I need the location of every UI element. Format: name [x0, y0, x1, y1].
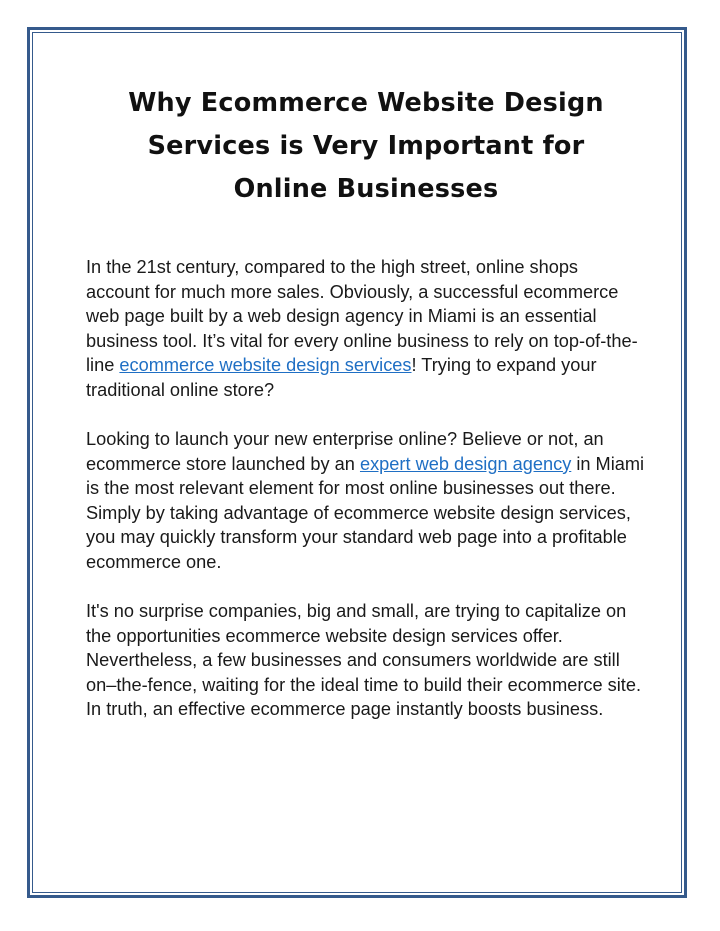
title-line-1: Why Ecommerce Website Design: [128, 88, 604, 118]
paragraph-2-text-start: Looking to launch your new enterprise online? Believe or not, an ecommerce store launched by an: [86, 429, 604, 474]
paragraph-1-text-end: ! Trying to expand your traditional online store?: [86, 355, 597, 400]
paragraph-1: [86, 255, 646, 402]
paragraph-1-text-start: In the 21st century, compared to the high street, online shops account for much more sales. Obviously, a successful ecommerce web page built by a web design agency in Miami is an essential business tool. It’s vital for every online business to rely on top-of-the-line: [86, 257, 638, 375]
paragraph-3: It's no surprise companies, big and small, are trying to capitalize on the opportunities ecommerce website design services offer. Nevertheless, a few businesses and consumers worldwide are still on–the-fence, waiting for the ideal time to build their ecommerce site. In truth, an effective ecommerce page instantly boosts business.: [86, 601, 642, 719]
ecommerce-website-design-services-link[interactable]: ecommerce website design services: [119, 355, 412, 375]
paragraph-2: [86, 427, 646, 574]
title-line-3: Online Businesses: [233, 174, 499, 204]
paragraph-2-text-end: in Miami is the most relevant element for most online businesses out there. Simply by taking advantage of ecommerce website design services, you may quickly transform your standard web page into a profitable ecommerce one.: [86, 453, 645, 572]
expert-web-design-agency-link[interactable]: expert web design agency: [359, 453, 572, 474]
document-title: [86, 82, 646, 211]
title-line-2: Services is Very Important for: [147, 131, 585, 161]
document-content: [86, 82, 646, 722]
